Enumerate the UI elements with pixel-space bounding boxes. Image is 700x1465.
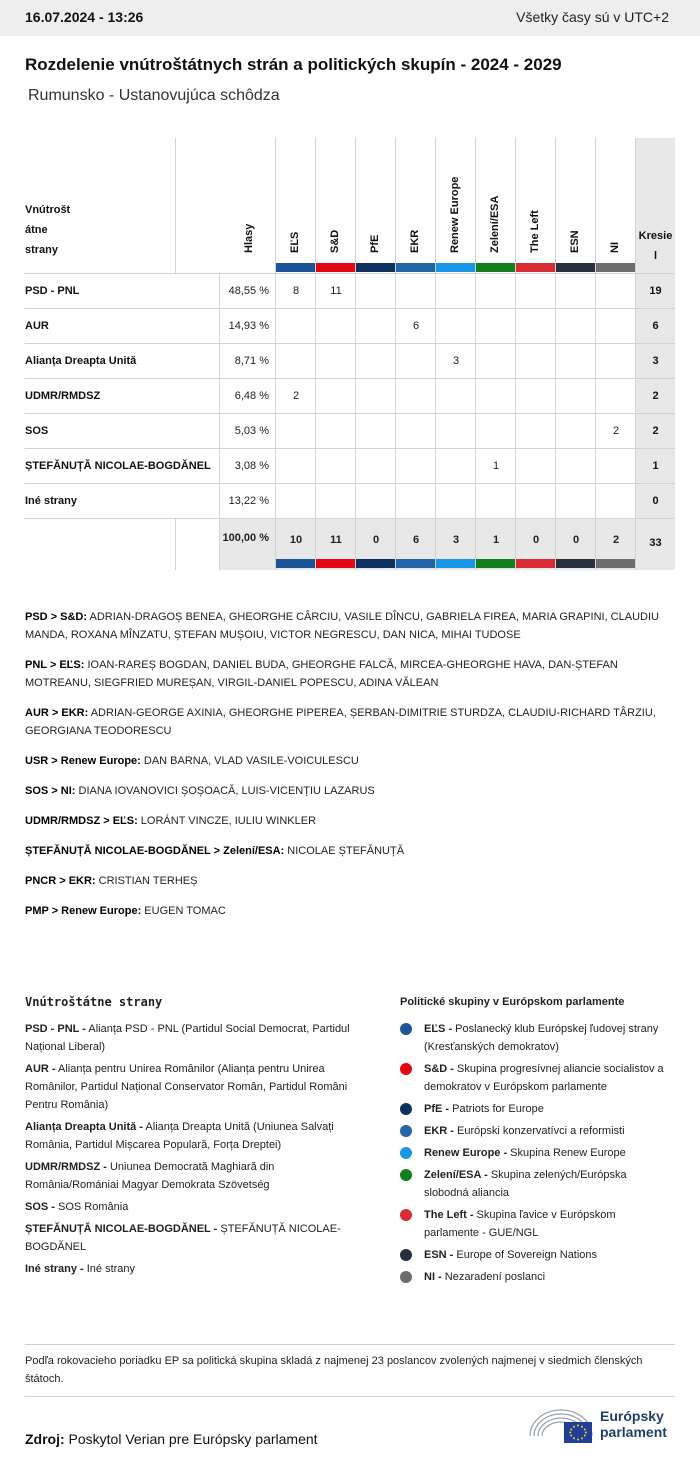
group-color-bar	[396, 263, 435, 272]
total-group-seats: 0	[572, 534, 580, 546]
legend-group-item: EĽS - Poslanecký klub Európskej ľudovej strany (Kresťanských demokratov)	[400, 1020, 665, 1056]
row-votes: 5,03 %	[234, 425, 269, 437]
legend-party-item: PSD - PNL - Alianța PSD - PNL (Partidul Social Democrat, Partidul Național Liberal)	[25, 1023, 350, 1053]
group-header-4: EKR	[409, 229, 421, 253]
group-dot-icon	[400, 1249, 412, 1261]
group-header-3: PfE	[369, 234, 381, 253]
row-group-seats: 2	[612, 425, 620, 437]
group-dot-icon	[400, 1271, 412, 1283]
row-votes: 14,93 %	[228, 320, 269, 332]
group-color-bar	[316, 559, 355, 568]
group-header-8: ESN	[569, 230, 581, 253]
group-header-9: NI	[609, 242, 621, 253]
source-label: Zdroj:	[25, 1431, 65, 1447]
group-dot-icon	[400, 1209, 412, 1221]
total-seats: 33	[649, 537, 662, 549]
member-allocation: PMP > Renew Europe: EUGEN TOMAC	[25, 905, 226, 917]
legend-party-item: ȘTEFĂNUȚĂ NICOLAE-BOGDĂNEL - ȘTEFĂNUȚĂ NICOLAE-BOGDĂNEL	[25, 1223, 341, 1253]
group-color-bar	[556, 263, 595, 272]
total-group-seats: 0	[372, 534, 380, 546]
legend-group-item: PfE - Patriots for Europe	[400, 1100, 665, 1118]
group-color-bar	[436, 559, 475, 568]
group-color-bar	[516, 559, 555, 568]
rules-note: Podľa rokovacieho poriadku EP sa politická skupina skladá z najmenej 23 poslancov zvolených najmenej v siedmich členských štátoch.	[25, 1355, 643, 1385]
timezone-note: Všetky časy sú v UTC+2	[516, 9, 669, 25]
member-allocation: PNCR > EKR: CRISTIAN TERHEȘ	[25, 875, 198, 887]
legend-group-item: Renew Europe - Skupina Renew Europe	[400, 1144, 665, 1162]
member-allocation: USR > Renew Europe: DAN BARNA, VLAD VASILE-VOICULESCU	[25, 755, 359, 767]
row-party-name: AUR	[25, 320, 49, 332]
divider	[25, 1344, 675, 1345]
group-color-bar	[516, 263, 555, 272]
page-title: Rozdelenie vnútroštátnych strán a politických skupín - 2024 - 2029	[25, 55, 562, 74]
group-dot-icon	[400, 1169, 412, 1181]
member-allocation: PNL > EĽS: IOAN-RAREȘ BOGDAN, DANIEL BUDA, GHEORGHE FALCĂ, MIRCEA-GHEORGHE HAVA, DAN-ȘTEFAN MOTREANU, SIEGFRIED MUREȘAN, VIRGIL-DANIEL POPESCU, ADINA VĂLEAN	[25, 659, 618, 689]
legend-group-item: The Left - Skupina ľavice v Európskom parlamente - GUE/NGL	[400, 1206, 665, 1242]
legend-national-parties	[25, 993, 370, 1282]
row-total-seats: 3	[652, 355, 659, 367]
group-color-bar	[316, 263, 355, 272]
legend-party-item: Alianța Dreapta Unită - Alianța Dreapta Unită (Uniunea Salvați România, Partidul Mișcarea Populară, Forța Dreptei)	[25, 1121, 334, 1151]
legend-groups-title: Politické skupiny v Európskom parlamente	[400, 996, 625, 1008]
legend-party-item: SOS - SOS România	[25, 1201, 129, 1213]
row-votes: 13,22 %	[228, 495, 269, 507]
legend-group-item: NI - Nezaradení poslanci	[400, 1268, 665, 1286]
source-text: Poskytol Verian pre Európsky parlament	[68, 1431, 318, 1447]
member-allocation: SOS > NI: DIANA IOVANOVICI ȘOȘOACĂ, LUIS-VICENȚIU LAZARUS	[25, 785, 375, 797]
results-table	[25, 138, 675, 570]
eu-parliament-logo	[528, 1406, 678, 1446]
total-group-seats: 6	[412, 534, 420, 546]
row-party-name: Iné strany	[25, 495, 77, 507]
group-header-5: Renew Europe	[449, 176, 461, 253]
total-group-seats: 0	[532, 534, 540, 546]
total-group-seats: 2	[612, 534, 620, 546]
row-total-seats: 2	[652, 390, 659, 402]
datetime: 16.07.2024 - 13:26	[25, 9, 144, 25]
group-dot-icon	[400, 1147, 412, 1159]
row-total-seats: 19	[649, 285, 662, 297]
logo-line-1: Európsky	[600, 1408, 664, 1424]
row-party-name: PSD - PNL	[25, 285, 80, 297]
group-header-1: EĽS	[289, 231, 301, 253]
group-header-2: S&D	[329, 229, 341, 253]
member-allocation: ȘTEFĂNUȚĂ NICOLAE-BOGDĂNEL > Zelení/ESA: NICOLAE ȘTEFĂNUȚĂ	[25, 845, 405, 857]
row-group-seats: 11	[330, 285, 342, 297]
row-total-seats: 0	[652, 495, 659, 507]
eu-parliament-logo-icon	[528, 1406, 594, 1444]
members-list	[25, 608, 665, 932]
total-group-seats: 3	[452, 534, 460, 546]
group-color-bar	[476, 559, 515, 568]
source-line	[25, 1431, 318, 1447]
seats-header: Kresie l	[638, 230, 673, 262]
top-bar	[0, 0, 700, 36]
row-group-seats: 6	[412, 320, 420, 332]
member-allocation: PSD > S&D: ADRIAN-DRAGOȘ BENEA, GHEORGHE CÂRCIU, VASILE DÎNCU, GABRIELA FIREA, MARIA GRAPINI, CLAUDIU MANDA, ROXANA MÎNZATU, ȘTEFAN MUȘOIU, VICTOR NEGRESCU, DAN NICA, MIHAI TUDOSE	[25, 611, 659, 641]
page-subtitle: Rumunsko - Ustanovujúca schôdza	[28, 87, 280, 104]
divider	[25, 1396, 675, 1397]
group-color-bar	[356, 559, 395, 568]
legend-group-item: S&D - Skupina progresívnej aliancie socialistov a demokratov v Európskom parlamente	[400, 1060, 665, 1096]
group-color-bar	[356, 263, 395, 272]
group-header-7: The Left	[529, 210, 541, 253]
party-header: Vnútrošt átne strany	[25, 204, 71, 256]
legend-group-item: Zelení/ESA - Skupina zelených/Európska slobodná aliancia	[400, 1166, 665, 1202]
row-party-name: ȘTEFĂNUȚĂ NICOLAE-BOGDĂNEL	[25, 460, 211, 472]
group-dot-icon	[400, 1063, 412, 1075]
row-group-seats: 2	[292, 390, 300, 402]
legend-group-item: ESN - Europe of Sovereign Nations	[400, 1246, 665, 1264]
legend-party-item: AUR - Alianța pentru Unirea Românilor (Alianța pentru Unirea Românilor, Partidul Național Conservator Român, Partidul Români Pentru România)	[25, 1063, 348, 1111]
legend-party-item: Iné strany - Iné strany	[25, 1263, 136, 1275]
total-group-seats: 1	[492, 534, 500, 546]
member-allocation: UDMR/RMDSZ > EĽS: LORÁNT VINCZE, IULIU WINKLER	[25, 815, 317, 827]
row-party-name: Alianța Dreapta Unită	[25, 355, 137, 367]
logo-line-2: parlament	[600, 1424, 667, 1440]
row-group-seats: 3	[452, 355, 460, 367]
legend-parties-title: Vnútroštátne strany	[25, 995, 163, 1009]
total-group-seats: 11	[330, 534, 342, 546]
row-total-seats: 2	[652, 425, 659, 437]
row-votes: 6,48 %	[234, 390, 269, 402]
row-group-seats: 1	[492, 460, 500, 472]
row-total-seats: 1	[652, 460, 659, 472]
row-votes: 3,08 %	[234, 460, 269, 472]
group-color-bar	[556, 559, 595, 568]
row-party-name: UDMR/RMDSZ	[25, 390, 101, 402]
group-dot-icon	[400, 1125, 412, 1137]
row-votes: 8,71 %	[234, 355, 269, 367]
total-votes: 100,00 %	[222, 532, 269, 544]
votes-header: Hlasy	[243, 223, 255, 253]
group-color-bar	[276, 263, 315, 272]
legend-political-groups	[400, 993, 665, 1290]
group-color-bar	[476, 263, 515, 272]
group-color-bar	[436, 263, 475, 272]
group-header-6: Zelení/ESA	[489, 195, 501, 253]
legend-party-item: UDMR/RMDSZ - Uniunea Democrată Maghiară din România/Romániai Magyar Demokrata Szövetség	[25, 1161, 275, 1191]
row-votes: 48,55 %	[228, 285, 269, 297]
legend-group-item: EKR - Európski konzervatívci a reformisti	[400, 1122, 665, 1140]
total-group-seats: 10	[289, 534, 303, 546]
group-color-bar	[596, 559, 635, 568]
row-party-name: SOS	[25, 425, 49, 437]
row-group-seats: 8	[292, 285, 300, 297]
group-color-bar	[276, 559, 315, 568]
group-color-bar	[596, 263, 635, 272]
group-dot-icon	[400, 1023, 412, 1035]
row-total-seats: 6	[652, 320, 659, 332]
group-dot-icon	[400, 1103, 412, 1115]
member-allocation: AUR > EKR: ADRIAN-GEORGE AXINIA, GHEORGHE PIPEREA, ȘERBAN-DIMITRIE STURDZA, CLAUDIU-RICHARD TÂRZIU, GEORGIANA TEODORESCU	[25, 707, 656, 737]
group-color-bar	[396, 559, 435, 568]
